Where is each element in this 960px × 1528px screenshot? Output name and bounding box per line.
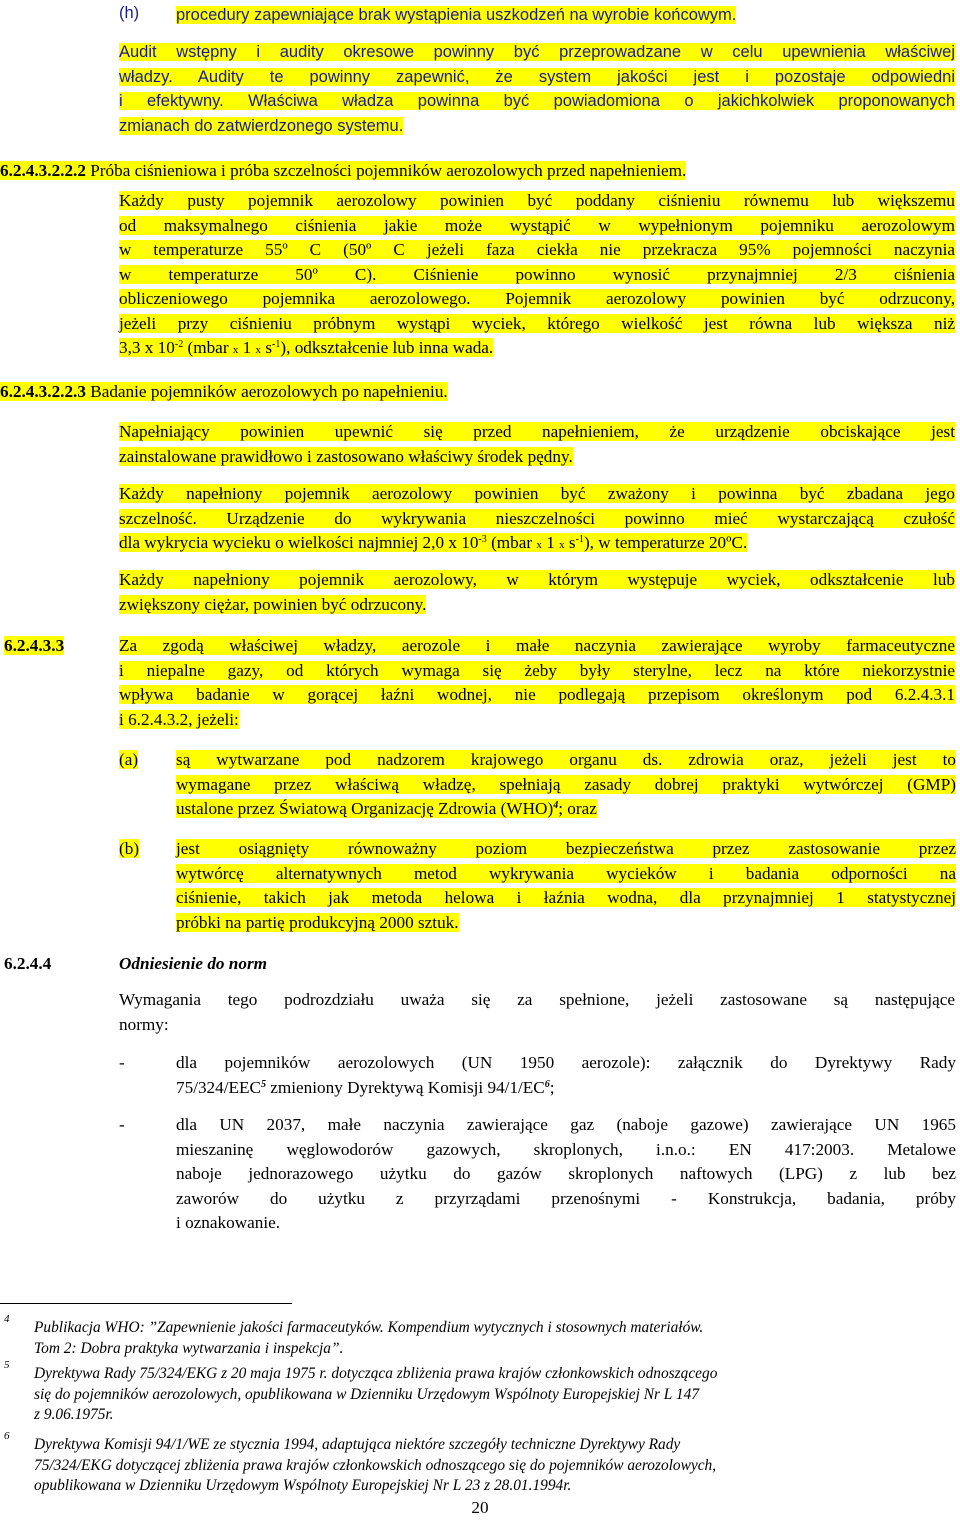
footnote-number: 4	[4, 1313, 10, 1325]
audit-line: zmianach do zatwierdzonego systemu.	[119, 116, 404, 135]
body-line: Każdy pusty pojemnik aerozolowy powinien być poddany ciśnieniu równemu lub większemu	[119, 191, 955, 210]
footnote-6: Dyrektywa Komisji 94/1/WE ze stycznia 1994, adaptująca niektóre szczegóły techniczne Dyrektywy Rady 75/324/EKG dotyczącej zbliżenia prawa krajów członkowskich odnoszącego się do pojemników aerozolowych, opublikowana w Dzienniku Urzędowym Wspólnoty Europejskiej Nr L 23 z 28.01.1994r.	[34, 1436, 717, 1494]
section-6243223-p3	[119, 568, 955, 617]
footnote-4: Publikacja WHO: ”Zapewnienie jakości farmaceutyków. Kompendium wytycznych i stosownych materiałów. Tom 2: Dobra praktyka wytwarzania i inspekcja”.	[34, 1319, 704, 1357]
body-line: 3,3 x $10^{-2}$ (mbar x 1 x $s^{-1}$), odkształcenie lub inna wada.	[119, 338, 494, 357]
section-62433-body	[119, 634, 955, 732]
list-label-h: (h)	[119, 4, 140, 22]
body-line: ciśnienie, takich jak metoda helowa i łaźnia wodna, dla przynajmniej 1 statystycznej	[176, 888, 956, 907]
body-line: zaworów do użytku z przyrządami przenośnymi - Konstrukcja, badania, próby	[176, 1188, 956, 1208]
bullet-item-2	[176, 1113, 956, 1236]
page-number: 20	[471, 1498, 489, 1517]
body-line: obliczeniowego pojemnika aerozolowego. Pojemnik aerozolowy powinien być odrzucony,	[119, 289, 955, 308]
body-line: wytwórcę alternatywnych metod wykrywania wycieków i badania odporności na	[176, 863, 956, 883]
section-6243222-heading	[0, 159, 960, 184]
body-line: Każdy napełniony pojemnik aerozolowy powinien być zważony i powinna być zbadana jego	[119, 484, 955, 503]
body-line: Wymagania tego podrozdziału uważa się za spełnione, jeżeli zastosowane są następujące	[119, 990, 955, 1009]
list-label-a: (a)	[119, 750, 139, 769]
section-6243223-p1	[119, 420, 955, 469]
body-line: dla UN 2037, małe naczynia zawierające gaz (naboje gazowe) zawierające UN 1965	[176, 1115, 956, 1134]
bullet-dash: -	[119, 1115, 125, 1134]
body-line: dla pojemników aerozolowych (UN 1950 aerozole): załącznik do Dyrektywy Rady	[176, 1053, 956, 1072]
section-title: Badanie pojemników aerozolowych po napełnieniu.	[90, 382, 448, 401]
list-item-a	[176, 748, 956, 822]
audit-line: i efektywny. Właściwa władza powinna być powiadomiona o jakichkolwiek proponowanych	[119, 92, 955, 110]
audit-line: Audit wstępny i audity okresowe powinny być przeprowadzane w celu upewnienia właściwej	[119, 43, 955, 61]
list-item-h-text-content: procedury zapewniające brak wystąpienia uszkodzeń na wyrobie końcowym.	[176, 6, 737, 24]
section-6244-title: Odniesienie do norm	[119, 954, 268, 973]
section-number: 6.2.4.3.2.2.3	[0, 382, 86, 401]
section-62433-number: 6.2.4.3.3	[4, 636, 65, 655]
body-line: jeżeli przy ciśnieniu próbnym wystąpi wyciek, którego wielkość jest równa lub większa niż	[119, 313, 955, 333]
audit-line: władzy. Audity te powinny zapewnić, że system jakości jest i pozostaje odpowiedni	[119, 67, 955, 86]
body-line: normy:	[119, 1014, 169, 1034]
audit-paragraph	[119, 40, 955, 138]
section-title: Próba ciśnieniowa i próba szczelności pojemników aerozolowych przed napełnieniem.	[90, 161, 687, 180]
body-line: są wytwarzane pod nadzorem krajowego organu ds. zdrowia oraz, jeżeli jest to	[176, 750, 956, 769]
body-line: naboje jednorazowego użytku do gazów skroplonych naftowych (LPG) z lub bez	[176, 1164, 956, 1183]
body-line: Napełniający powinien upewnić się przed napełnieniem, że urządzenie obciskające jest	[119, 422, 955, 441]
bullet-dash: -	[119, 1053, 125, 1072]
section-6243223-p2	[119, 482, 955, 558]
list-item-h-text	[176, 3, 736, 28]
body-line: zainstalowane prawidłowo i zastosowano właściwy środek pędny.	[119, 446, 573, 466]
body-line: i 6.2.4.3.2, jeżeli:	[119, 709, 239, 729]
body-line: od maksymalnego ciśnienia jakie może wystąpić w wypełnionym pojemniku aerozolowym	[119, 215, 955, 235]
footnote-5: Dyrektywa Rady 75/324/EKG z 20 maja 1975 r. dotycząca zbliżenia prawa krajów członkowskich odnoszącego się do pojemników aerozolowych, opublikowana w Dzienniku Urzędowym Wspólnoty Europejskiej Nr L 147 z 9.06.1975r.	[34, 1365, 718, 1423]
body-line: w temperaturze 55º C (50º C jeżeli faza ciekła nie przekracza 95% pojemności naczynia	[119, 240, 955, 259]
section-6244-number: 6.2.4.4	[4, 954, 52, 973]
body-line: mieszaninę węglowodorów gazowych, skroplonych, i.n.o.: EN 417:2003. Metalowe	[176, 1139, 956, 1159]
section-6243222-body	[119, 189, 955, 363]
body-line: w temperaturze 50º C). Ciśnienie powinno wynosić przynajmniej 2/3 ciśnienia	[119, 264, 955, 284]
body-line: 75/324/EEC$^5$ zmieniony Dyrektywą Komisji $94/1/EC^6$;	[176, 1077, 555, 1097]
section-number: 6.2.4.3.2.2.2	[0, 161, 86, 180]
body-line: i niepalne gazy, od których wymaga się żeby były sterylne, lecz na które niekorzystnie	[119, 660, 955, 680]
body-line: Za zgodą właściwej władzy, aerozole i małe naczynia zawierające wyroby farmaceutyczne	[119, 636, 955, 655]
body-line: jest osiągnięty równoważny poziom bezpieczeństwa przez zastosowanie przez	[176, 839, 956, 858]
section-6244-intro	[119, 988, 955, 1037]
body-line: dla wykrycia wycieku o wielkości najmniej 2,0 x $10^{-3}$ (mbar x 1 x $s^{-1}$), w temperaturze 20ºC.	[119, 533, 748, 552]
footnote-separator	[0, 1303, 292, 1304]
list-label-b: (b)	[119, 839, 140, 858]
body-line: ustalone przez Światową Organizację Zdrowia (WHO)$^4$; oraz	[176, 799, 597, 818]
body-line: wpływa badanie w gorącej łaźni wodnej, nie podlegają przepisom określonym pod 6.2.4.3.1	[119, 685, 955, 704]
footnote-number: 6	[4, 1430, 10, 1442]
footnote-number: 5	[4, 1359, 10, 1371]
section-6243223-heading	[0, 380, 960, 405]
body-line: wymagane przez właściwą władzę, spełniają zasady dobrej praktyki wytwórczej (GMP)	[176, 774, 956, 794]
body-line: Każdy napełniony pojemnik aerozolowy, w którym występuje wyciek, odkształcenie lub	[119, 570, 955, 589]
body-line: zwiększony ciężar, powinien być odrzucony.	[119, 594, 427, 614]
bullet-item-1	[176, 1051, 956, 1100]
body-line: i oznakowanie.	[176, 1213, 281, 1232]
body-line: próbki na partię produkcyjną 2000 sztuk.	[176, 912, 459, 932]
list-item-b	[176, 837, 956, 935]
body-line: szczelność. Urządzenie do wykrywania nieszczelności powinno mieć wystarczającą czułość	[119, 508, 955, 528]
